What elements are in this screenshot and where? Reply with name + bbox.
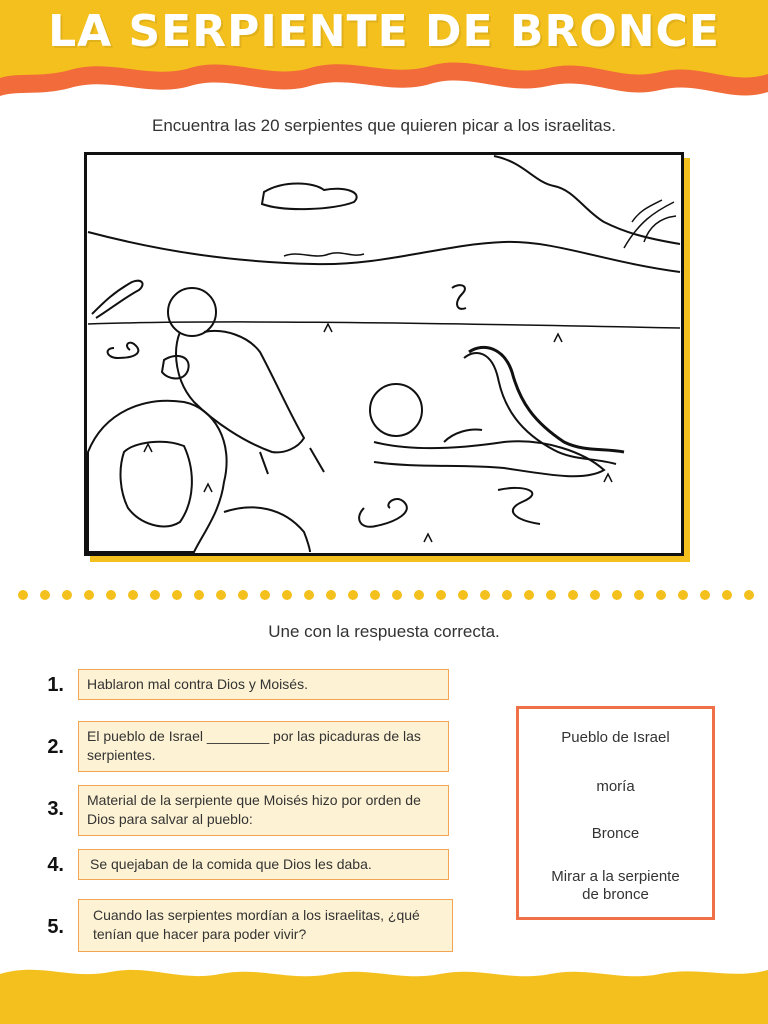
question-box: Cuando las serpientes mordían a los israelitas, ¿qué tenían que hacer para poder vivir? <box>78 899 453 952</box>
coloring-illustration <box>84 152 684 556</box>
question-number: 5. <box>47 916 64 938</box>
matching-instruction: Une con la respuesta correcta. <box>268 622 500 641</box>
question-box: Se quejaban de la comida que Dios les daba. <box>78 849 449 880</box>
answer-option: Pueblo de Israel <box>561 729 670 746</box>
question-box: Hablaron mal contra Dios y Moisés. <box>78 669 449 700</box>
dotted-divider <box>18 588 758 602</box>
question-box: El pueblo de Israel ________ por las picaduras de las serpientes. <box>78 721 449 772</box>
question-box: Material de la serpiente que Moisés hizo por orden de Dios para salvar al pueblo: <box>78 785 449 836</box>
question-number: 3. <box>47 798 64 820</box>
question-number: 1. <box>47 674 64 696</box>
footer-band <box>0 960 768 1024</box>
answer-option: moría <box>596 778 635 795</box>
search-instruction: Encuentra las 20 serpientes que quieren picar a los israelitas. <box>152 116 616 135</box>
answer-option: Bronce <box>591 825 640 842</box>
page-title: LA SERPIENTE DE BRONCE <box>48 6 720 57</box>
answer-box <box>516 706 715 920</box>
answer-option: Mirar a la serpiente de bronce <box>551 868 680 903</box>
illustration-drawing <box>84 152 684 556</box>
question-number: 4. <box>47 854 64 876</box>
question-number: 2. <box>47 736 64 758</box>
